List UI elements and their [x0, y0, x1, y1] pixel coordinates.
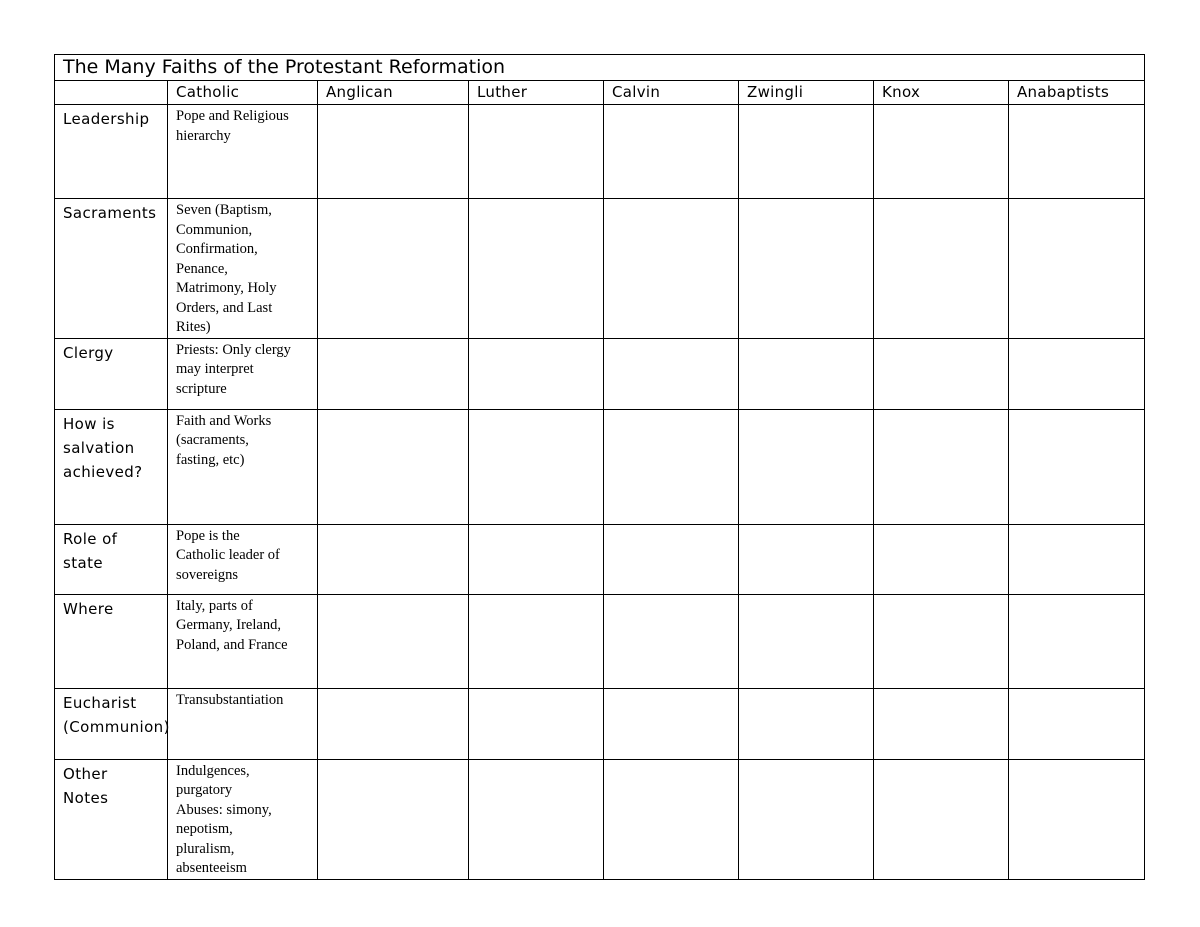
- cell-catholic-where: Italy, parts of Germany, Ireland, Poland, and France: [168, 594, 318, 688]
- cell-calvin-salvation[interactable]: [604, 409, 739, 524]
- cell-anglican-eucharist[interactable]: [318, 688, 469, 759]
- cell-anabaptists-other-notes[interactable]: [1009, 759, 1145, 879]
- cell-luther-eucharist[interactable]: [469, 688, 604, 759]
- row-label-sacraments: Sacraments: [55, 199, 168, 339]
- cell-knox-other-notes[interactable]: [874, 759, 1009, 879]
- cell-anglican-where[interactable]: [318, 594, 469, 688]
- cell-luther-where[interactable]: [469, 594, 604, 688]
- cell-zwingli-other-notes[interactable]: [739, 759, 874, 879]
- cell-calvin-other-notes[interactable]: [604, 759, 739, 879]
- table-row: [55, 338, 1145, 409]
- table-row: [55, 524, 1145, 594]
- cell-luther-salvation[interactable]: [469, 409, 604, 524]
- header-anglican: Anglican: [318, 81, 469, 105]
- cell-anglican-other-notes[interactable]: [318, 759, 469, 879]
- table-row: [55, 199, 1145, 339]
- cell-zwingli-role-of-state[interactable]: [739, 524, 874, 594]
- table-row: [55, 688, 1145, 759]
- cell-zwingli-where[interactable]: [739, 594, 874, 688]
- title-row: [55, 55, 1145, 81]
- cell-knox-role-of-state[interactable]: [874, 524, 1009, 594]
- cell-anglican-leadership[interactable]: [318, 105, 469, 199]
- row-label-eucharist: Eucharist (Communion): [55, 688, 168, 759]
- cell-anglican-sacraments[interactable]: [318, 199, 469, 339]
- cell-anglican-clergy[interactable]: [318, 338, 469, 409]
- cell-catholic-clergy: Priests: Only clergy may interpret scripture: [168, 338, 318, 409]
- row-label-role-of-state: Role of state: [55, 524, 168, 594]
- cell-knox-eucharist[interactable]: [874, 688, 1009, 759]
- cell-anabaptists-sacraments[interactable]: [1009, 199, 1145, 339]
- page-title: The Many Faiths of the Protestant Reformation: [55, 55, 1145, 81]
- faiths-comparison-table: [54, 54, 1145, 880]
- cell-catholic-salvation: Faith and Works (sacraments, fasting, etc): [168, 409, 318, 524]
- cell-calvin-leadership[interactable]: [604, 105, 739, 199]
- header-anabaptists: Anabaptists: [1009, 81, 1145, 105]
- cell-anabaptists-role-of-state[interactable]: [1009, 524, 1145, 594]
- header-knox: Knox: [874, 81, 1009, 105]
- cell-calvin-clergy[interactable]: [604, 338, 739, 409]
- cell-anabaptists-clergy[interactable]: [1009, 338, 1145, 409]
- cell-calvin-where[interactable]: [604, 594, 739, 688]
- cell-luther-role-of-state[interactable]: [469, 524, 604, 594]
- row-label-where: Where: [55, 594, 168, 688]
- row-label-salvation: How is salvation achieved?: [55, 409, 168, 524]
- cell-anabaptists-leadership[interactable]: [1009, 105, 1145, 199]
- cell-anabaptists-salvation[interactable]: [1009, 409, 1145, 524]
- cell-zwingli-eucharist[interactable]: [739, 688, 874, 759]
- table-row: [55, 759, 1145, 879]
- cell-luther-sacraments[interactable]: [469, 199, 604, 339]
- header-zwingli: Zwingli: [739, 81, 874, 105]
- cell-knox-sacraments[interactable]: [874, 199, 1009, 339]
- cell-zwingli-salvation[interactable]: [739, 409, 874, 524]
- header-luther: Luther: [469, 81, 604, 105]
- cell-zwingli-sacraments[interactable]: [739, 199, 874, 339]
- table-row: [55, 105, 1145, 199]
- cell-anabaptists-eucharist[interactable]: [1009, 688, 1145, 759]
- cell-calvin-sacraments[interactable]: [604, 199, 739, 339]
- header-calvin: Calvin: [604, 81, 739, 105]
- row-label-clergy: Clergy: [55, 338, 168, 409]
- cell-calvin-eucharist[interactable]: [604, 688, 739, 759]
- row-label-other-notes: Other Notes: [55, 759, 168, 879]
- cell-zwingli-leadership[interactable]: [739, 105, 874, 199]
- cell-catholic-sacraments: Seven (Baptism, Communion, Confirmation, Penance, Matrimony, Holy Orders, and Last Rites): [168, 199, 318, 339]
- header-row: [55, 81, 1145, 105]
- table-row: [55, 594, 1145, 688]
- cell-knox-leadership[interactable]: [874, 105, 1009, 199]
- cell-anglican-salvation[interactable]: [318, 409, 469, 524]
- cell-knox-salvation[interactable]: [874, 409, 1009, 524]
- cell-catholic-role-of-state: Pope is the Catholic leader of sovereigns: [168, 524, 318, 594]
- cell-catholic-eucharist: Transubstantiation: [168, 688, 318, 759]
- cell-luther-clergy[interactable]: [469, 338, 604, 409]
- cell-calvin-role-of-state[interactable]: [604, 524, 739, 594]
- cell-luther-leadership[interactable]: [469, 105, 604, 199]
- cell-knox-clergy[interactable]: [874, 338, 1009, 409]
- cell-zwingli-clergy[interactable]: [739, 338, 874, 409]
- cell-knox-where[interactable]: [874, 594, 1009, 688]
- cell-anabaptists-where[interactable]: [1009, 594, 1145, 688]
- cell-anglican-role-of-state[interactable]: [318, 524, 469, 594]
- cell-catholic-leadership: Pope and Religious hierarchy: [168, 105, 318, 199]
- cell-luther-other-notes[interactable]: [469, 759, 604, 879]
- row-label-leadership: Leadership: [55, 105, 168, 199]
- cell-catholic-other-notes: Indulgences, purgatory Abuses: simony, nepotism, pluralism, absenteeism: [168, 759, 318, 879]
- header-catholic: Catholic: [168, 81, 318, 105]
- header-corner: [55, 81, 168, 105]
- table-row: [55, 409, 1145, 524]
